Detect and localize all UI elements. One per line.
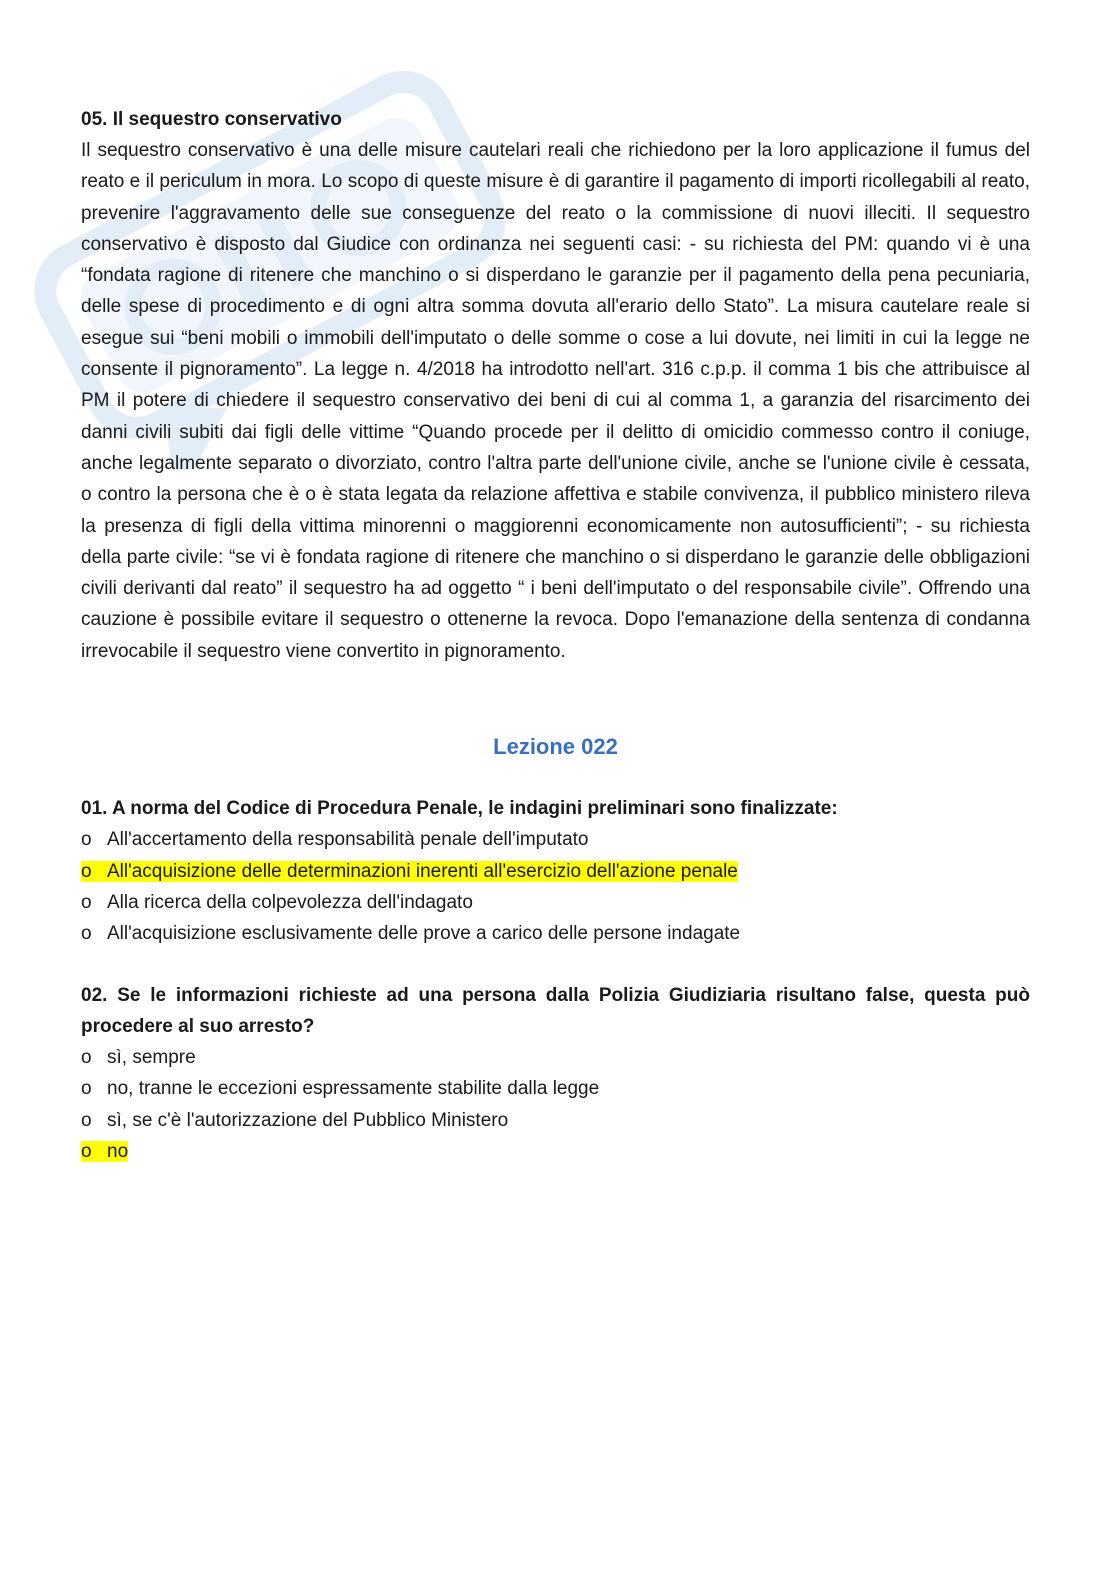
option-text: sì, se c'è l'autorizzazione del Pubblico Ministero [107,1109,509,1131]
bullet-icon: o [81,1078,92,1100]
answer-option [81,1105,1030,1136]
section-title: 05. Il sequestro conservativo [81,109,342,130]
question-block [81,793,1030,949]
bullet-icon: o [81,829,92,851]
answer-option-correct [81,1136,1030,1167]
option-text: Alla ricerca della colpevolezza dell'indagato [107,891,473,913]
bullet-icon: o [81,1109,92,1131]
answer-option [81,1073,1030,1104]
answer-option [81,918,1030,949]
bullet-icon: o [81,891,92,913]
section-body: Il sequestro conservativo è una delle misure cautelari reali che richiedono per la loro applicazione il fumus del reato e il periculum in mora. Lo scopo di queste misure è di garantire il pagamento di importi ricollegabili al reato, prevenire l'aggravamento delle sue conseguenze del reato o la commissione di nuovi illeciti. Il sequestro conservativo è disposto dal Giudice con ordinanza nei seguenti casi: - su richiesta del PM: quando vi è una “fondata ragione di ritenere che manchino o si disperdano le garanzie per il pagamento della pena pecuniaria, delle spese di procedimento e di ogni altra somma dovuta all'erario dello Stato”. La misura cautelare reale si esegue sui “beni mobili o immobili dell'imputato o delle somme o cose a lui dovute, nei limiti in cui la legge ne consente il pignoramento”. La legge n. 4/2018 ha introdotto nell'art. 316 c.p.p. il comma 1 bis che attribuisce al PM il potere di chiedere il sequestro conservativo dei beni di cui al comma 1, a garanzia del risarcimento dei danni civili subiti dai figli delle vittime “Quando procede per il delitto di omicidio commesso contro il coniuge, anche legalmente separato o divorziato, contro l'altra parte dell'unione civile, anche se l'unione civile è cessata, o contro la persona che è o è stata legata da relazione affettiva e stabile convivenza, il pubblico ministero rileva la presenza di figli della vittima minorenni o maggiorenni economicamente non autosufficienti”; - su richiesta della parte civile: “se vi è fondata ragione di ritenere che manchino o si disperdano le garanzie delle obbligazioni civili derivanti dal reato” il sequestro ha ad oggetto “ i beni dell'imputato o del responsabile civile”. Offrendo una cauzione è possibile evitare il sequestro o ottenerne la revoca. Dopo l'emanazione della sentenza di condanna irrevocabile il sequestro viene convertito in pignoramento. [81,140,1030,662]
option-text: All'acquisizione delle determinazioni inerenti all'esercizio dell'azione penale [107,860,738,882]
question-block [81,980,1030,1168]
answer-option [81,1042,1030,1073]
option-text: sì, sempre [107,1047,196,1069]
bullet-icon: o [81,860,92,882]
option-text: no [107,1141,129,1163]
lesson-heading: Lezione 022 [493,734,618,760]
document-page [81,104,1030,1167]
option-text: All'accertamento della responsabilità penale dell'imputato [107,829,589,851]
answer-option [81,887,1030,918]
question-text: 01. A norma del Codice di Procedura Penale, le indagini preliminari sono finalizzate: [81,798,838,820]
option-text: All'acquisizione esclusivamente delle prove a carico delle persone indagate [107,923,741,945]
answer-option-correct [81,856,1030,887]
bullet-icon: o [81,1047,92,1069]
option-text: no, tranne le eccezioni espressamente stabilite dalla legge [107,1078,600,1100]
bullet-icon: o [81,1141,92,1163]
answer-option [81,824,1030,855]
bullet-icon: o [81,923,92,945]
question-text: 02. Se le informazioni richieste ad una persona dalla Polizia Giudiziaria risultano false, questa può procedere al suo arresto? [81,984,1030,1037]
